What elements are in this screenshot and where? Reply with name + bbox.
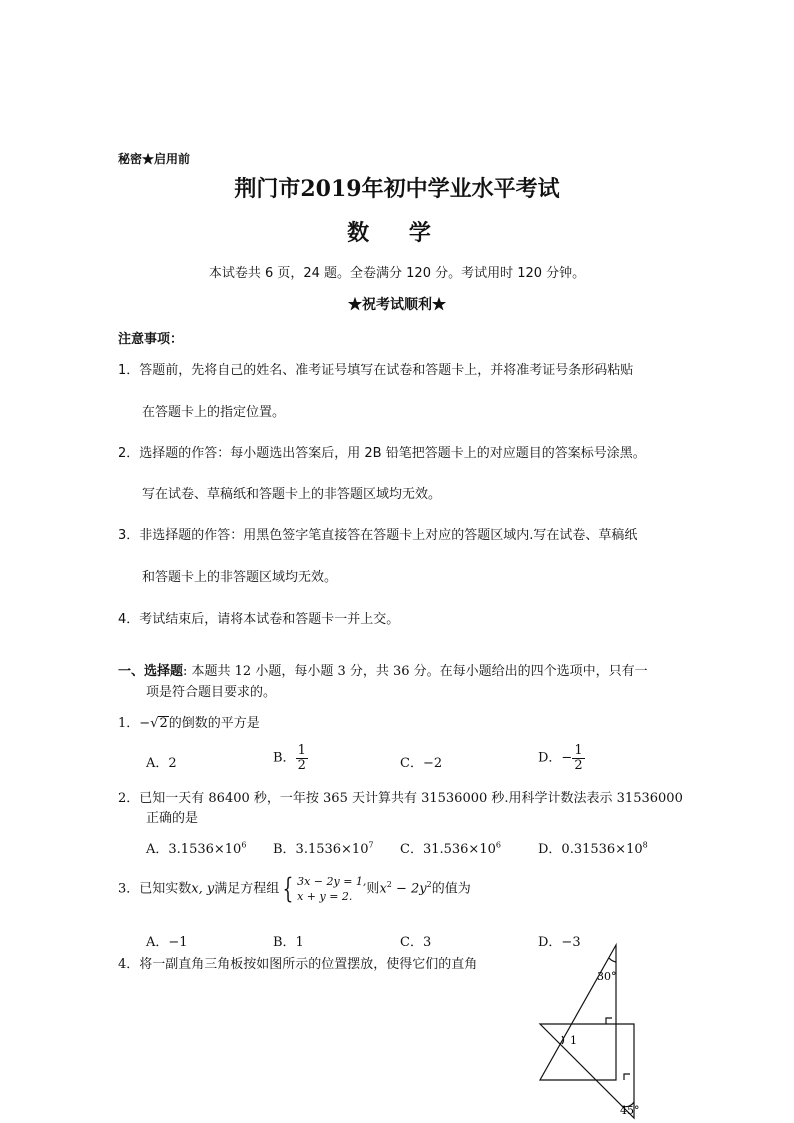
q3-then: 则 (366, 881, 380, 897)
equation-2: x + y = 2. (297, 890, 353, 903)
q3-option-a: A．−1 (146, 935, 188, 950)
notice-item-2-cont: 写在试卷、草稿纸和答题卡上的非答题区域均无效。 (142, 487, 442, 502)
triangle-30 (540, 945, 616, 1080)
notice-item-1: 1．答题前，先将自己的姓名、准考证号填写在试卷和答题卡上，并将准考证号条形码粘贴 (118, 363, 634, 378)
q2-option-b (273, 838, 374, 857)
notice-heading: 注意事项： (118, 332, 184, 347)
q2-option-c-base: C．31.536×10 (400, 842, 496, 857)
q2-option-d-base: D．0.31536×10 (538, 842, 643, 857)
denominator: 2 (574, 757, 583, 773)
angle-arc-30 (609, 958, 616, 962)
exponent: 7 (368, 840, 374, 850)
q3-option-c: C．3 (400, 935, 432, 950)
q3-vars: x, y (191, 881, 215, 897)
right-angle-mark (624, 1074, 630, 1080)
notice-item-2: 2．选择题的作答：每小题选出答案后，用 2B 铅笔把答题卡上的对应题目的答案标号涂黑。 (118, 446, 646, 461)
question-2-cont: 正确的是 (146, 811, 199, 826)
question-3 (118, 874, 471, 904)
exponent: 2 (426, 880, 432, 890)
subject-title: 数 学 (347, 220, 447, 246)
q3-option-b: B．1 (273, 935, 304, 950)
q2-option-b-base: B．3.1536×10 (273, 842, 369, 857)
fraction (296, 744, 308, 772)
notice-item-1-cont: 在答题卡上的指定位置。 (142, 405, 286, 420)
q2-option-a-base: A．3.1536×10 (146, 842, 242, 857)
question-4: 4．将一副直角三角板按如图所示的位置摆放，使得它们的直角 (118, 957, 478, 972)
numerator: 1 (297, 743, 306, 758)
angle-label-45: 45° (620, 1104, 640, 1117)
good-luck-line: ★祝考试顺利★ (348, 297, 446, 313)
q3-option-d: D．−3 (538, 935, 581, 950)
system-brace: { (282, 872, 294, 905)
notice-item-4: 4．考试结束后，请将本试卷和答题卡一并上交。 (118, 612, 400, 627)
section-1-cont: 项是符合题目要求的。 (146, 685, 277, 700)
section-1-label: 一、选择题 (118, 664, 184, 679)
angle-label-1: 1 (570, 1034, 577, 1047)
q2-option-c (400, 838, 501, 857)
q3-tail: 的值为 (431, 881, 471, 897)
q3-expr-a: x (379, 881, 387, 897)
angle-label-30: 30° (597, 970, 617, 983)
q1-text: 的倒数的平方是 (168, 716, 260, 731)
q1-option-a: A．2 (146, 756, 177, 771)
fraction (572, 744, 584, 772)
section-1-heading (118, 660, 648, 679)
q1-option-c: C．−2 (400, 756, 443, 771)
triangle-figure (530, 942, 650, 1120)
section-1-rest: : 本题共 12 小题，每小题 3 分，共 36 分。在每小题给出的四个选项中，只有一 (183, 664, 648, 679)
confidential-label: 秘密★启用前 (118, 152, 191, 166)
q1-option-d-prefix: D．− (538, 750, 573, 766)
right-angle-mark (606, 1018, 612, 1024)
q1-radicand: 2 (159, 716, 168, 731)
exponent: 2 (386, 880, 392, 890)
q2-option-a (146, 838, 246, 857)
notice-item-3: 3．非选择题的作答：用黑色签字笔直接答在答题卡上对应的答题区域内.写在试卷、草稿纸 (118, 528, 638, 543)
q1-option-b-prefix: B． (273, 750, 296, 766)
q3-prefix: 3．已知实数 (118, 881, 192, 897)
q1-option-d (538, 744, 585, 772)
exponent: 6 (241, 840, 247, 850)
exam-info: 本试卷共 6 页，24 题。全卷满分 120 分。考试用时 120 分钟。 (208, 266, 586, 281)
equation-system (297, 874, 366, 904)
denominator: 2 (297, 757, 306, 773)
equation-1: 3x − 2y = 1, (297, 875, 367, 888)
notice-item-3-cont: 和答题卡上的非答题区域均无效。 (142, 570, 338, 585)
exam-title: 荆门市2019年初中学业水平考试 (234, 176, 560, 202)
q1-prefix: 1． (118, 716, 140, 731)
numerator: 1 (574, 743, 583, 758)
question-2: 2．已知一天有 86400 秒，一年按 365 天计算共有 31536000 秒.用科学计数法表示 31536000 (118, 791, 683, 806)
exponent: 6 (495, 840, 501, 850)
q2-option-d (538, 838, 648, 857)
q1-option-b (273, 744, 308, 772)
question-1 (118, 712, 260, 731)
q3-expr-b: − 2y (391, 881, 427, 897)
exponent: 8 (642, 840, 648, 850)
sqrt-sign: √ (150, 716, 159, 731)
q3-mid: 满足方程组 (214, 881, 280, 897)
q1-minus: − (139, 716, 151, 731)
